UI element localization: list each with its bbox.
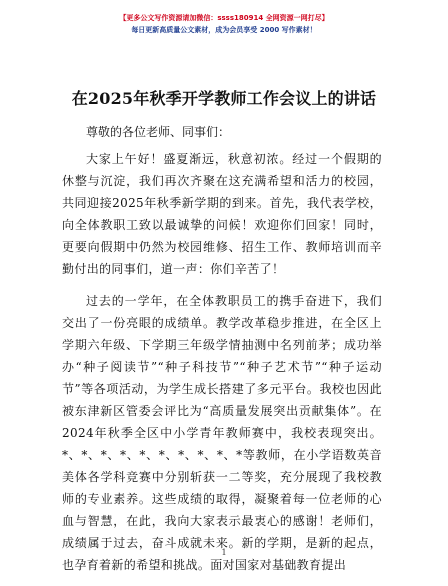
salutation: 尊敬的各位老师、同事们： (86, 125, 231, 139)
paragraph: 过去的一学年，在全体教职员工的携手奋进下，我们交出了一份亮眼的成绩单。教学改革稳步推进，在全区上学期六年级、下学期三年级学情抽测中名列前茅；成功举办“种子阅读节”“种子科技节”“种子艺术节”“种子运动节”等各项活动，为学生成长搭建了多元平台。我校也因此被东津新区管委会评比为“高质量发展突出贡献集体”。在2024年秋季全区中小学青年教师赛中，我校表现突出。*、*、*、*、*、*、*、*、*、*等教师，在小学语数英音美体各学科竞赛中分别斩获一二等奖，充分展现了我校教师的专业素养。这些成绩的取得，凝聚着每一位老师的心血与智慧，在此，我向大家表示最衷心的感谢！老师们，成绩属于过去，奋斗成就未来。新的学期，是新的起点，也孕育着新的希望和挑战。面对国家对基础教育提出 (62, 294, 382, 572)
promo-banner (0, 12, 448, 36)
document-body (62, 148, 382, 586)
document-title: 在2025年秋季开学教师工作会议上的讲话 (71, 89, 377, 108)
page-number: 1 (221, 548, 227, 557)
paragraph: 大家上午好！盛夏渐远，秋意初浓。经过一个假期的休整与沉淀，我们再次齐聚在这充满希望和活力的校园，共同迎接2025年秋季新学期的到来。首先，我代表学校，向全体教职工致以最诚挚的问候！欢迎你们回家！同时，更要向假期中仍然为校园维修、招生工作、教师培训而辛勤付出的同事们，道一声：你们辛苦了！ (62, 152, 382, 276)
promo-banner-line2: 每日更新高质量公文素材，成为会员享受 2000 写作素材！ (131, 26, 317, 34)
promo-banner-line1: 【更多公文写作资源请加微信：ssss180914 全网资源一网打尽】 (119, 14, 329, 22)
